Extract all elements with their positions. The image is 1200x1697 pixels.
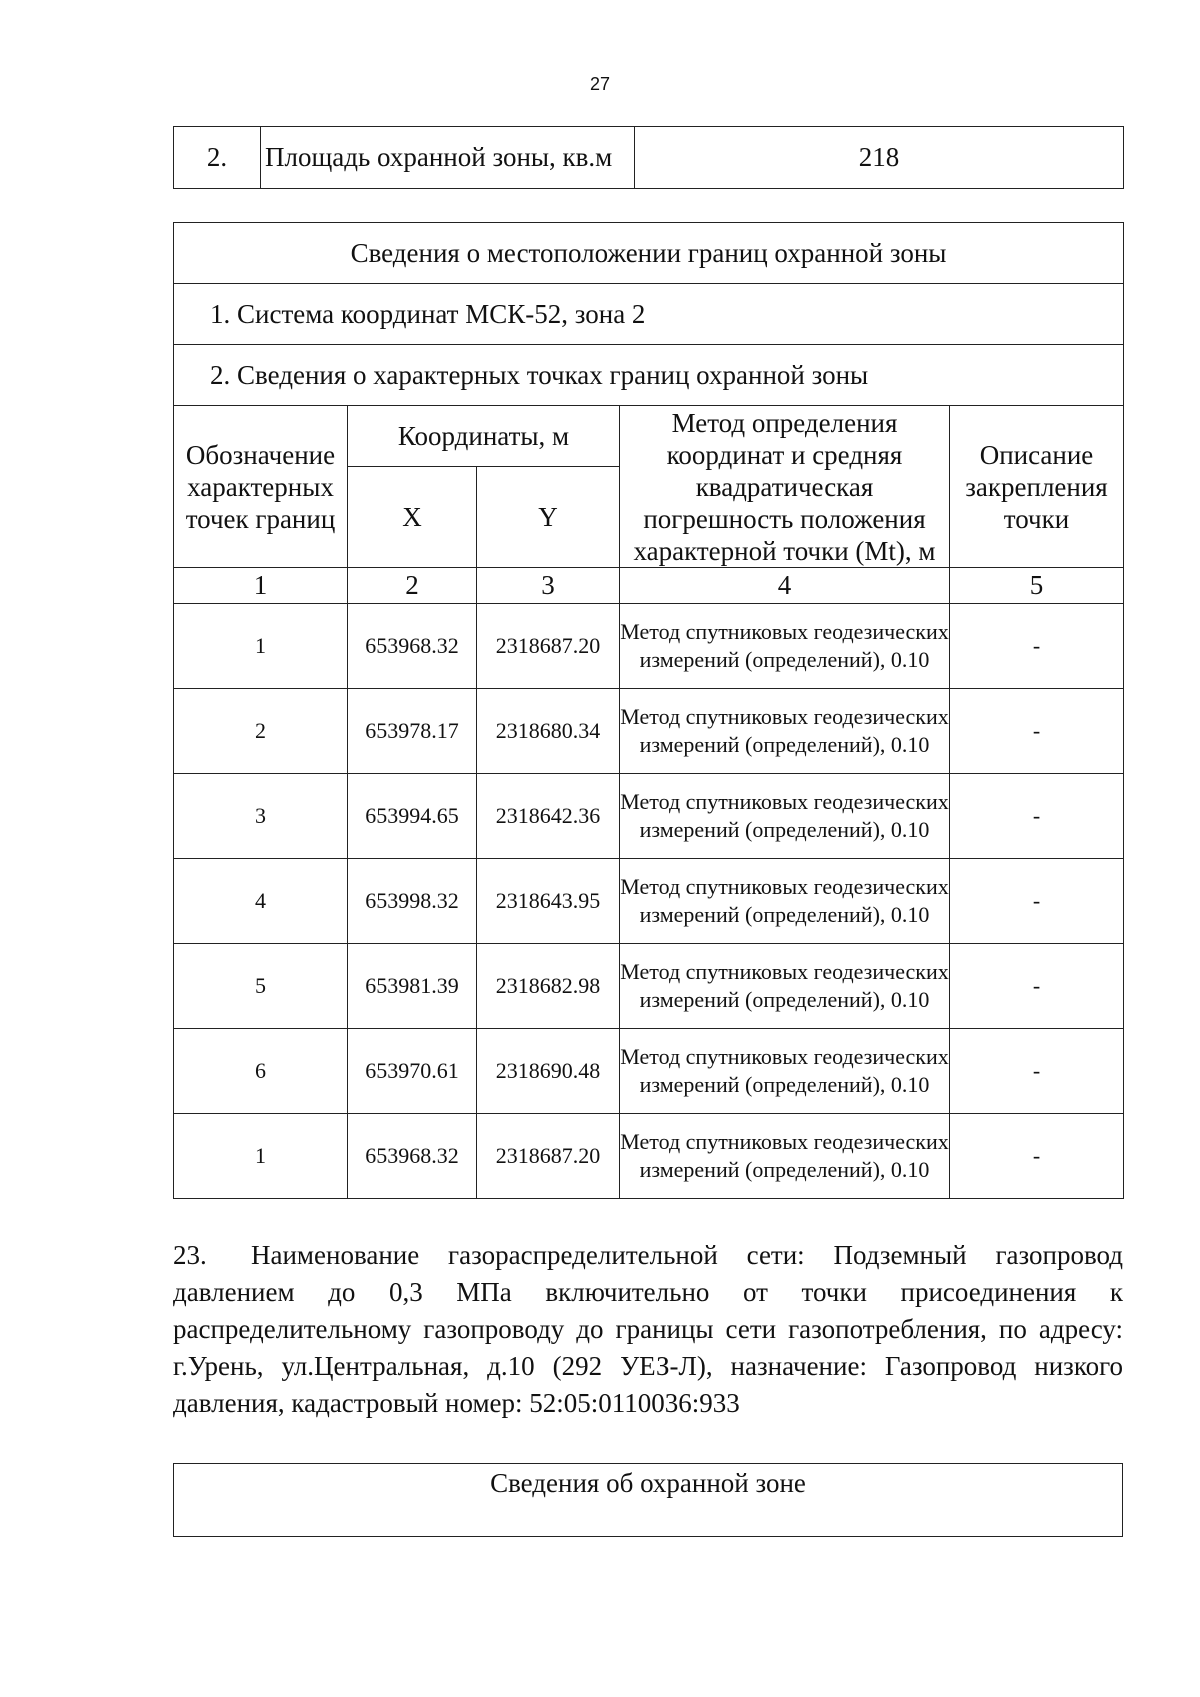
table-row xyxy=(174,689,1124,774)
x-coordinate: 653970.61 xyxy=(348,1029,477,1114)
description-cell: - xyxy=(950,604,1124,689)
table-row xyxy=(174,604,1124,689)
point-number: 6 xyxy=(174,1029,348,1114)
network-paragraph xyxy=(173,1237,1123,1422)
x-coordinate: 653998.32 xyxy=(348,859,477,944)
table-row xyxy=(174,859,1124,944)
area-row xyxy=(174,127,1124,189)
description-cell: - xyxy=(950,774,1124,859)
column-number: 3 xyxy=(477,568,620,604)
header-designation: Обозначение характерных точек границ xyxy=(174,406,348,568)
point-number: 2 xyxy=(174,689,348,774)
area-label: Площадь охранной зоны, кв.м xyxy=(261,127,635,189)
table-row xyxy=(174,774,1124,859)
y-coordinate: 2318680.34 xyxy=(477,689,620,774)
points-title-row xyxy=(174,345,1124,406)
y-coordinate: 2318687.20 xyxy=(477,1114,620,1199)
y-coordinate: 2318643.95 xyxy=(477,859,620,944)
column-number: 4 xyxy=(620,568,950,604)
coordinates-table xyxy=(173,222,1124,1199)
method-cell: Метод спутниковых геодезических измерений (определений), 0.10 xyxy=(620,1029,950,1114)
x-coordinate: 653981.39 xyxy=(348,944,477,1029)
page-number: 27 xyxy=(589,74,611,94)
header-method: Метод определения координат и средняя квадратическая погрешность положения характерной точки (Mt), м xyxy=(620,406,950,568)
point-number: 4 xyxy=(174,859,348,944)
x-coordinate: 653978.17 xyxy=(348,689,477,774)
x-coordinate: 653968.32 xyxy=(348,604,477,689)
points-title: 2. Сведения о характерных точках границ охранной зоны xyxy=(174,345,1124,406)
header-x: X xyxy=(348,467,477,568)
y-coordinate: 2318687.20 xyxy=(477,604,620,689)
y-coordinate: 2318642.36 xyxy=(477,774,620,859)
y-coordinate: 2318690.48 xyxy=(477,1029,620,1114)
section-title-row xyxy=(174,223,1124,284)
header-y: Y xyxy=(477,467,620,568)
coordinate-system: 1. Система координат МСК-52, зона 2 xyxy=(174,284,1124,345)
point-number: 1 xyxy=(174,1114,348,1199)
coordinate-system-row xyxy=(174,284,1124,345)
point-number: 3 xyxy=(174,774,348,859)
method-cell: Метод спутниковых геодезических измерений (определений), 0.10 xyxy=(620,689,950,774)
zone-info-table xyxy=(173,1463,1123,1537)
column-number: 2 xyxy=(348,568,477,604)
table-row xyxy=(174,944,1124,1029)
description-cell: - xyxy=(950,859,1124,944)
method-cell: Метод спутниковых геодезических измерений (определений), 0.10 xyxy=(620,1114,950,1199)
column-number: 1 xyxy=(174,568,348,604)
header-coordinates: Координаты, м xyxy=(348,406,620,467)
column-number: 5 xyxy=(950,568,1124,604)
paragraph-number: 23. xyxy=(173,1240,207,1270)
area-table xyxy=(173,126,1124,189)
header-description: Описание закрепления точки xyxy=(950,406,1124,568)
description-cell: - xyxy=(950,1114,1124,1199)
paragraph-text: Наименование газораспределительной сети: Подземный газопровод давлением до 0,3 МПа включительно от точки присоединения к распределительному газопроводу до границы сети газопотребления, по адресу: г.Урень, ул.Центральная, д.10 (292 УЕЗ-Л), назначение: Газопровод низкого давления, кадастровый номер: 52:05:0110036:933 xyxy=(173,1240,1123,1418)
description-cell: - xyxy=(950,944,1124,1029)
table-row xyxy=(174,1029,1124,1114)
x-coordinate: 653994.65 xyxy=(348,774,477,859)
header-row-1 xyxy=(174,406,1124,467)
area-value: 218 xyxy=(635,127,1124,189)
method-cell: Метод спутниковых геодезических измерений (определений), 0.10 xyxy=(620,859,950,944)
zone-title: Сведения об охранной зоне xyxy=(174,1464,1123,1537)
method-cell: Метод спутниковых геодезических измерений (определений), 0.10 xyxy=(620,774,950,859)
area-index: 2. xyxy=(174,127,261,189)
y-coordinate: 2318682.98 xyxy=(477,944,620,1029)
point-number: 5 xyxy=(174,944,348,1029)
point-number: 1 xyxy=(174,604,348,689)
section-title: Сведения о местоположении границ охранной зоны xyxy=(174,223,1124,284)
method-cell: Метод спутниковых геодезических измерений (определений), 0.10 xyxy=(620,604,950,689)
table-row xyxy=(174,1114,1124,1199)
description-cell: - xyxy=(950,1029,1124,1114)
description-cell: - xyxy=(950,689,1124,774)
method-cell: Метод спутниковых геодезических измерений (определений), 0.10 xyxy=(620,944,950,1029)
zone-title-row xyxy=(174,1464,1123,1537)
x-coordinate: 653968.32 xyxy=(348,1114,477,1199)
column-number-row xyxy=(174,568,1124,604)
